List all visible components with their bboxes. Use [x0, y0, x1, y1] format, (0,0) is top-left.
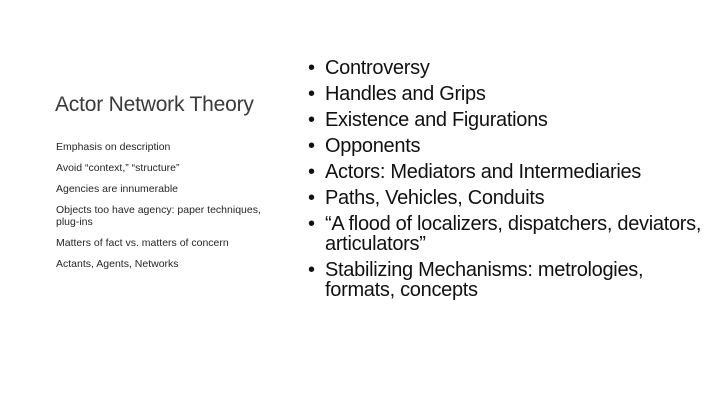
bullet-item: [306, 188, 706, 208]
bullet-marker: •: [308, 259, 315, 281]
bullet-item: [306, 136, 706, 156]
bullet-marker: •: [308, 187, 315, 209]
bullet-marker: •: [308, 83, 315, 105]
bullet-text: Paths, Vehicles, Conduits: [325, 187, 545, 209]
bullet-text: “A flood of localizers, dispatchers, deviators, articulators”: [325, 213, 702, 255]
bullet-item: [306, 84, 706, 104]
bullet-text: Handles and Grips: [325, 83, 486, 105]
bullet-marker: •: [308, 135, 315, 157]
bullet-marker: •: [308, 57, 315, 79]
left-note-item: Agencies are innumerable: [56, 183, 178, 195]
bullet-text: Actors: Mediators and Intermediaries: [325, 161, 642, 183]
bullet-item: [306, 260, 706, 300]
slide-title: Actor Network Theory: [55, 93, 254, 116]
bullet-item: [306, 110, 706, 130]
bullet-item: [306, 214, 706, 254]
bullet-marker: •: [308, 161, 315, 183]
left-note-item: Matters of fact vs. matters of concern: [56, 237, 229, 249]
left-note-item: Emphasis on description: [56, 141, 171, 153]
bullet-item: [306, 162, 706, 182]
left-note-item: Actants, Agents, Networks: [56, 258, 179, 270]
bullet-marker: •: [308, 213, 315, 235]
bullet-text: Opponents: [325, 135, 421, 157]
left-note-item: Avoid “context,” “structure”: [56, 162, 180, 174]
bullet-text: Controversy: [325, 57, 430, 79]
left-notes-list: [56, 141, 286, 279]
bullet-text: Stabilizing Mechanisms: metrologies, formats, concepts: [325, 259, 644, 301]
bullet-item: [306, 58, 706, 78]
bullet-text: Existence and Figurations: [325, 109, 548, 131]
bullet-marker: •: [308, 109, 315, 131]
bullet-list: [306, 58, 706, 306]
left-note-item: Objects too have agency: paper techniques, plug-ins: [56, 204, 261, 228]
